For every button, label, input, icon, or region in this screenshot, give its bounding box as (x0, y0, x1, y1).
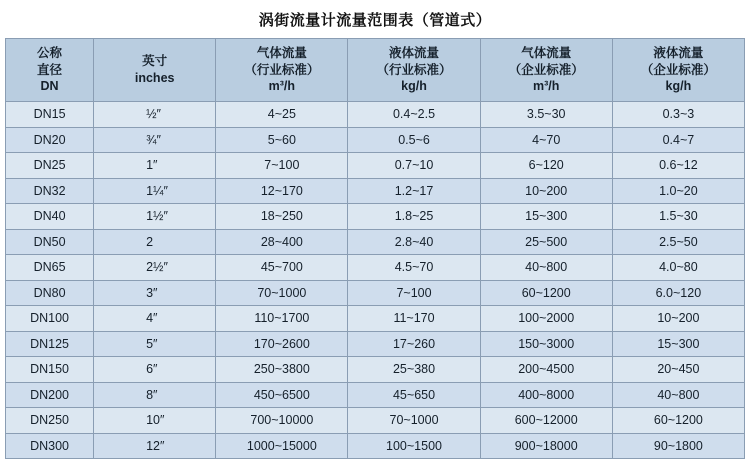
cell-liquid-enterprise: 0.4~7 (612, 127, 744, 153)
cell-inches: 1½″ (94, 204, 216, 230)
cell-gas-industry: 45~700 (216, 255, 348, 281)
header-line: （企业标准） (508, 62, 584, 77)
cell-inches: 6″ (94, 357, 216, 383)
cell-gas-industry: 28~400 (216, 229, 348, 255)
cell-inches: 12″ (94, 433, 216, 459)
cell-dn: DN250 (6, 408, 94, 434)
cell-liquid-enterprise: 0.6~12 (612, 153, 744, 179)
header-line: （企业标准） (640, 62, 716, 77)
cell-dn: DN20 (6, 127, 94, 153)
header-line: 液体流量 (389, 45, 440, 60)
cell-gas-industry: 170~2600 (216, 331, 348, 357)
cell-dn: DN125 (6, 331, 94, 357)
header-cell-liquid-flow-enterprise (612, 39, 744, 102)
cell-gas-enterprise: 15~300 (480, 204, 612, 230)
cell-liquid-enterprise: 1.0~20 (612, 178, 744, 204)
cell-gas-enterprise: 3.5~30 (480, 102, 612, 128)
cell-gas-industry: 110~1700 (216, 306, 348, 332)
cell-dn: DN100 (6, 306, 94, 332)
header-line: （行业标准） (376, 62, 452, 77)
page-title: 涡街流量计流量范围表（管道式） (258, 12, 492, 29)
header-cell-nominal-diameter (6, 39, 94, 102)
cell-inches: 8″ (94, 382, 216, 408)
header-line: inches (134, 71, 175, 85)
cell-liquid-industry: 11~170 (348, 306, 480, 332)
cell-inches: 1¼″ (94, 178, 216, 204)
cell-gas-industry: 250~3800 (216, 357, 348, 383)
header-line: m³/h (268, 79, 296, 94)
cell-gas-industry: 7~100 (216, 153, 348, 179)
cell-dn: DN50 (6, 229, 94, 255)
cell-gas-industry: 5~60 (216, 127, 348, 153)
table-row (6, 408, 745, 434)
cell-gas-industry: 700~10000 (216, 408, 348, 434)
cell-inches: 5″ (94, 331, 216, 357)
cell-dn: DN65 (6, 255, 94, 281)
cell-liquid-enterprise: 1.5~30 (612, 204, 744, 230)
cell-liquid-industry: 0.4~2.5 (348, 102, 480, 128)
table-row (6, 382, 745, 408)
cell-liquid-enterprise: 40~800 (612, 382, 744, 408)
header-cell-gas-flow-enterprise (480, 39, 612, 102)
header-line: DN (40, 79, 59, 94)
cell-liquid-industry: 2.8~40 (348, 229, 480, 255)
cell-dn: DN300 (6, 433, 94, 459)
cell-liquid-enterprise: 90~1800 (612, 433, 744, 459)
cell-gas-industry: 12~170 (216, 178, 348, 204)
cell-liquid-enterprise: 6.0~120 (612, 280, 744, 306)
cell-gas-enterprise: 60~1200 (480, 280, 612, 306)
cell-liquid-industry: 0.7~10 (348, 153, 480, 179)
header-line: 直径 (37, 62, 63, 77)
header-line: kg/h (665, 79, 692, 94)
cell-gas-enterprise: 400~8000 (480, 382, 612, 408)
header-line: 气体流量 (256, 45, 307, 60)
table-row (6, 102, 745, 128)
table-body (6, 102, 745, 459)
flow-range-table (5, 38, 745, 459)
cell-dn: DN80 (6, 280, 94, 306)
cell-inches: 1″ (94, 153, 216, 179)
cell-gas-industry: 70~1000 (216, 280, 348, 306)
cell-liquid-industry: 100~1500 (348, 433, 480, 459)
cell-dn: DN25 (6, 153, 94, 179)
cell-dn: DN32 (6, 178, 94, 204)
header-cell-liquid-flow-industry (348, 39, 480, 102)
cell-inches: ¾″ (94, 127, 216, 153)
table-row (6, 204, 745, 230)
table-row (6, 178, 745, 204)
table-row (6, 229, 745, 255)
header-line: kg/h (401, 79, 427, 94)
header-line: 液体流量 (653, 45, 704, 60)
cell-liquid-industry: 70~1000 (348, 408, 480, 434)
cell-gas-enterprise: 100~2000 (480, 306, 612, 332)
header-line: 英寸 (142, 54, 168, 69)
header-cell-gas-flow-industry (216, 39, 348, 102)
cell-gas-enterprise: 6~120 (480, 153, 612, 179)
cell-gas-enterprise: 40~800 (480, 255, 612, 281)
header-cell-inches (94, 39, 216, 102)
cell-gas-enterprise: 25~500 (480, 229, 612, 255)
table-row (6, 331, 745, 357)
cell-gas-industry: 4~25 (216, 102, 348, 128)
table-row (6, 433, 745, 459)
cell-liquid-enterprise: 2.5~50 (612, 229, 744, 255)
cell-gas-enterprise: 900~18000 (480, 433, 612, 459)
cell-liquid-enterprise: 60~1200 (612, 408, 744, 434)
cell-dn: DN150 (6, 357, 94, 383)
cell-liquid-industry: 25~380 (348, 357, 480, 383)
cell-liquid-enterprise: 10~200 (612, 306, 744, 332)
cell-liquid-enterprise: 4.0~80 (612, 255, 744, 281)
header-row (6, 39, 745, 102)
cell-liquid-industry: 4.5~70 (348, 255, 480, 281)
header-line: 气体流量 (521, 45, 572, 60)
table-row (6, 153, 745, 179)
cell-liquid-industry: 45~650 (348, 382, 480, 408)
table-row (6, 127, 745, 153)
cell-inches: 2 (94, 229, 216, 255)
cell-liquid-enterprise: 15~300 (612, 331, 744, 357)
cell-gas-enterprise: 150~3000 (480, 331, 612, 357)
cell-gas-enterprise: 4~70 (480, 127, 612, 153)
cell-dn: DN200 (6, 382, 94, 408)
cell-liquid-industry: 0.5~6 (348, 127, 480, 153)
cell-liquid-enterprise: 0.3~3 (612, 102, 744, 128)
table-row (6, 280, 745, 306)
cell-inches: 4″ (94, 306, 216, 332)
header-line: （行业标准） (244, 62, 320, 77)
table-row (6, 357, 745, 383)
cell-gas-enterprise: 10~200 (480, 178, 612, 204)
cell-inches: 3″ (94, 280, 216, 306)
table-row (6, 255, 745, 281)
cell-dn: DN40 (6, 204, 94, 230)
cell-dn: DN15 (6, 102, 94, 128)
header-line: m³/h (533, 79, 560, 94)
cell-inches: 10″ (94, 408, 216, 434)
cell-liquid-industry: 7~100 (348, 280, 480, 306)
cell-liquid-industry: 1.2~17 (348, 178, 480, 204)
cell-gas-industry: 18~250 (216, 204, 348, 230)
cell-gas-enterprise: 600~12000 (480, 408, 612, 434)
cell-gas-industry: 1000~15000 (216, 433, 348, 459)
cell-liquid-industry: 1.8~25 (348, 204, 480, 230)
cell-liquid-industry: 17~260 (348, 331, 480, 357)
cell-inches: 2½″ (94, 255, 216, 281)
cell-inches: ½″ (94, 102, 216, 128)
cell-gas-industry: 450~6500 (216, 382, 348, 408)
header-line: 公称 (37, 45, 63, 60)
table-header (6, 39, 745, 102)
cell-liquid-enterprise: 20~450 (612, 357, 744, 383)
table-row (6, 306, 745, 332)
cell-gas-enterprise: 200~4500 (480, 357, 612, 383)
